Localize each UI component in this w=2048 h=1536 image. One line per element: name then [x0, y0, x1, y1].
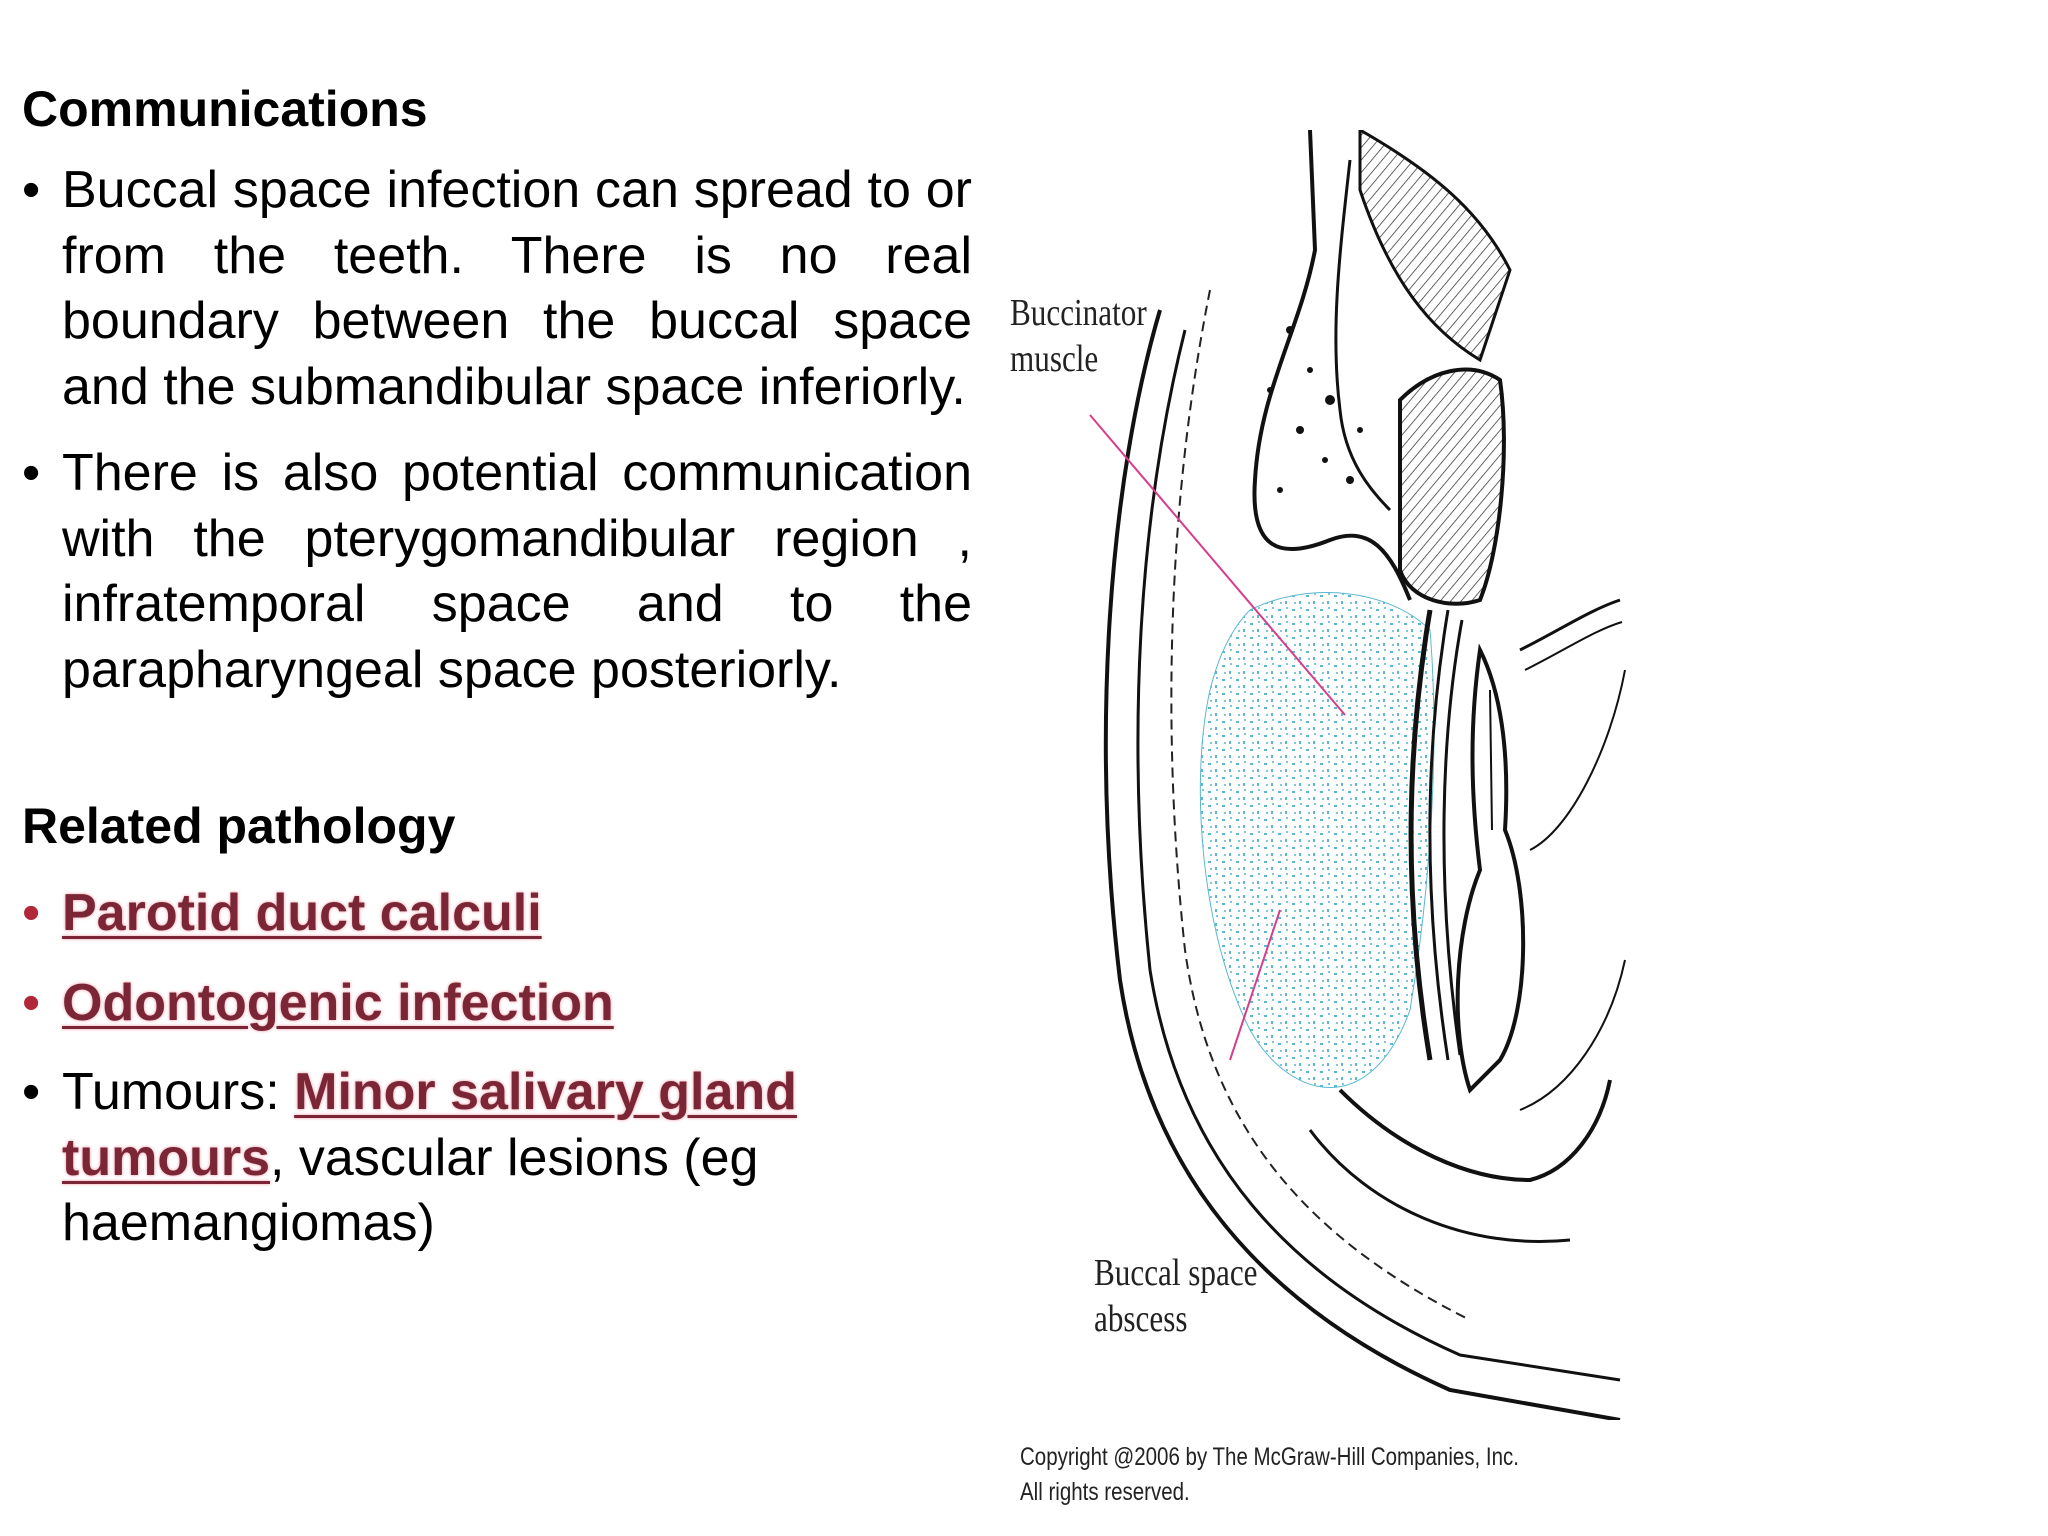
parotid-duct-calculi-link[interactable]: Parotid duct calculi — [62, 884, 542, 942]
text-column — [22, 78, 972, 1281]
abscess-label-line1: Buccal space — [1094, 1252, 1258, 1294]
related-pathology-list — [22, 881, 972, 1257]
odontogenic-infection-link[interactable]: Odontogenic infection — [62, 973, 614, 1032]
mandible-contour — [1340, 1080, 1610, 1180]
copyright-line2: All rights reserved. — [1020, 1478, 1190, 1506]
related-item-parotid — [22, 881, 972, 947]
minor-salivary-gland-tumours-link[interactable]: Minor salivary gland tumours — [62, 1063, 797, 1187]
abscess-label — [1094, 1250, 1258, 1342]
communications-bullet-2: • There is also potential communication with the pterygomandibular region , infratemporal space and to the parapharyngeal space posteriorly. — [22, 441, 972, 703]
oral-mucosa-line-3 — [1530, 670, 1625, 850]
abscess-area — [1200, 593, 1434, 1088]
oral-mucosa-line-1 — [1520, 600, 1620, 650]
buccinator-label-line1: Buccinator — [1010, 292, 1147, 334]
related-item-tumours — [22, 1060, 972, 1257]
bone-speckles — [1267, 326, 1363, 493]
maxillary-sinus — [1360, 130, 1510, 360]
mandible-inner — [1310, 1130, 1570, 1242]
related-item-odontogenic — [22, 971, 972, 1037]
tumours-suffix: , vascular lesions (eg haemangiomas) — [62, 1128, 759, 1252]
buccinator-label-line2: muscle — [1010, 338, 1099, 380]
communications-list — [22, 158, 972, 703]
communications-heading: Communications — [22, 81, 428, 137]
abscess-label-line2: abscess — [1094, 1298, 1188, 1340]
communications-bullet-1: • Buccal space infection can spread to or from the teeth. There is no real boundary between the buccal space and the submandibular space inferiorly. — [22, 158, 972, 420]
hatched-bone-block — [1400, 370, 1504, 604]
oral-mucosa-line-2 — [1525, 622, 1622, 670]
copyright-line1: Copyright @2006 by The McGraw-Hill Companies, Inc. — [1020, 1443, 1519, 1471]
buccinator-label — [1010, 290, 1147, 382]
copyright-notice — [1020, 1440, 1519, 1510]
related-pathology-heading: Related pathology — [22, 798, 456, 854]
tumours-prefix: Tumours: — [62, 1063, 295, 1121]
buccal-space-diagram — [1010, 130, 1630, 1420]
